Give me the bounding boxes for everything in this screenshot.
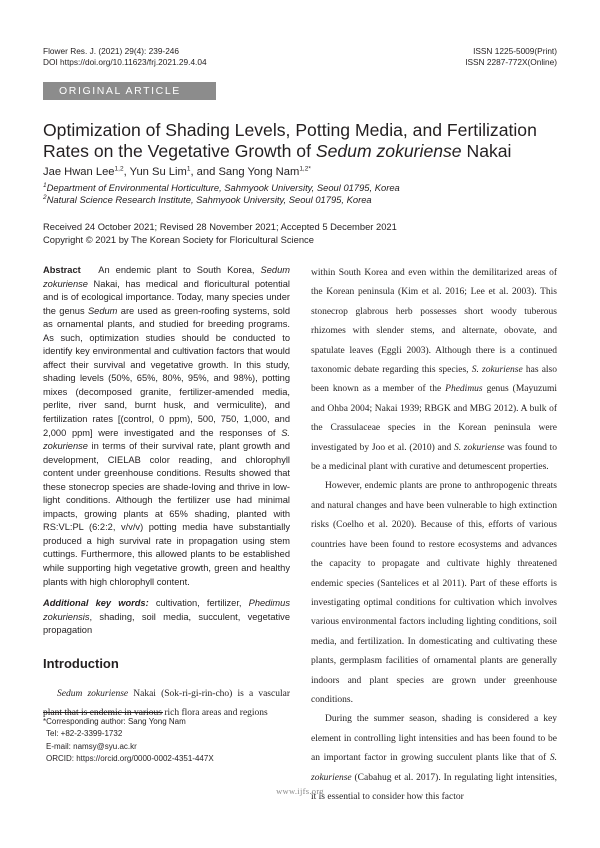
author-email[interactable]: E-mail: namsy@syu.ac.kr [46,741,137,751]
body-text: genus (Mayuzumi and Ohba 2004; Nakai 1939; RBGK and MBG 2012). A bulk of the Crassulaceae species in the Korean peninsula were investigated by Joo et al. (2010) and [311,384,557,453]
section-heading-introduction: Introduction [43,655,119,671]
title-line-1: Optimization of Shading Levels, Potting Media, and Fertilization [43,120,537,140]
author-1: Jae Hwan Lee [43,166,115,178]
author-1-affil: 1,2 [114,165,124,173]
corresponding-author: *Corresponding author: Sang Yong Nam [43,717,186,726]
body-text: was found to be a medicinal plant with curative and detumescent properties. [311,442,557,473]
abstract-label: Abstract [43,265,81,275]
journal-citation: Flower Res. J. (2021) 29(4): 239-246 [43,46,180,56]
author-separator: , [123,166,130,178]
keywords-species: Phedimus zokuriensis [43,598,290,622]
keywords-text: cultivation, fertilizer, [148,598,249,609]
affiliation-1 [43,182,400,194]
intro-species: Sedum zokuriense [57,688,129,699]
body-genus: Phedimus [445,384,483,395]
author-2-affil: 1 [186,165,191,173]
author-3: Sang Yong Nam [218,166,300,178]
author-3-affil: 1,2* [299,165,311,173]
abstract [43,264,290,589]
title-line-2-text: Rates on the Vegetative Growth of [43,141,316,161]
body-text: has also been known as a member of the [311,365,557,395]
abstract-species: S. zokuriense [43,427,290,452]
affiliations [43,182,400,206]
body-text: During the summer season, shading is considered a key element in controlling light intensities and has been found to be an important factor in growing succulent plants like that of [311,714,557,764]
body-species: S. zokuriense [471,365,523,376]
keywords-text: , shading, soil media, succulent, vegetative propagation [43,611,290,636]
left-column [43,264,290,724]
journal-website[interactable]: www.ijfs.org [276,786,324,796]
article-type-badge: ORIGINAL ARTICLE [43,82,216,100]
body-text: (Cabahug et al. 2017). In regulating light intensities, it is essential to consider how this factor [311,772,557,802]
abstract-genus: Sedum [87,305,118,316]
copyright: Copyright © 2021 by The Korean Society for Floricultural Science [43,234,314,245]
article-title [43,120,563,162]
author-orcid[interactable]: ORCID: https://orcid.org/0000-0002-4351-447X [46,754,214,764]
body-species: S. zokuriense [311,753,557,783]
abstract-species: Sedum zokuriense [43,265,290,289]
affiliation-2 [43,194,400,206]
corresponding-author-footnote [43,716,214,766]
title-species: Sedum zokuriense [315,141,462,161]
abstract-text: are used as green-roofing systems, sold as ornamental plants, and studied for breeding programs. As such, optimization studies should be conducted to identify key environmental and cultivation factors that would affect their survival and vegetative growth. In this study, shading levels (50%, 65%, 80%, 95%, and 98%), potting mixes (decomposed granite, fertilizer-amended media, perlite, river sand, burnt husk, and vermiculite), and fertilization rates [(control, 0 ppm), 500, 750, 1,000, and 2,000 ppm] were investigated and the responses of [43,305,290,438]
right-column [311,264,557,807]
affiliation-2-text: Natural Science Research Institute, Sahmyook University, Seoul 01795, Korea [46,194,372,205]
footnote-divider [43,712,163,713]
title-line-2 [43,141,563,162]
doi-link[interactable]: DOI https://doi.org/10.11623/frj.2021.29.4.04 [43,57,207,67]
affiliation-1-text: Department of Environmental Horticulture, Sahmyook University, Seoul 01795, Korea [46,182,400,193]
issn-header [465,46,557,68]
author-separator: , and [190,166,219,178]
history-dates: Received 24 October 2021; Revised 28 November 2021; Accepted 5 December 2021 [43,221,397,232]
body-paragraph-2: However, endemic plants are prone to anthropogenic threats and natural changes and have been vulnerable to high extinction risks (Coelho et al. 2020). Because of this, efforts of various countries have been found to restore ecosystems and advances the capacity to propagate and cultivate highly threatened endemic species (Santelices et al 2011). Part of these efforts is investigating optimal conditions for cultivation which involves various environmental factors including lighting conditions, soil media, and fertilization. In domesticating and cultivating these plants, germplasm facilities of ornamental plants are generally indoors and plant species are grown under greenhouse conditions. [311,481,557,705]
abstract-text: An endemic plant to South Korea, [98,265,261,275]
author-list [43,165,311,179]
abstract-text: in terms of their survival rate, plant growth and development, CIELAB color reading, and chlorophyll content under greenhouse conditions. Results showed that these stonecrop species are shade-loving and thrive in low-light conditions. Although the fertilizer use had minimal impacts, growing plants at 65% shading, planted with RS:VL:PL (6:2:2, v/v/v) potting media have substantially produced a high survival rate in propagation using stem cuttings. Furthermore, this allowed plants to be established while supporting high vegetative growth, green and healthy plants with high chlorophyll content. [43,441,290,587]
body-species: S. zokuriense [453,442,505,453]
affiliation-2-mark: 2 [43,193,47,201]
intro-text: Nakai (Sok-ri-gi-rin-cho) is a vascular plant that is endemic in various rich flora areas and regions [43,688,290,719]
journal-header [43,46,207,68]
title-line-2-end: Nakai [461,141,512,161]
affiliation-1-mark: 1 [43,181,47,189]
body-paragraph-1 [311,264,557,477]
author-phone: Tel: +82-2-3399-1732 [46,729,123,739]
abstract-text: Nakai, has medical and floricultural potential and is of ecological importance. Today, many species under the genus [43,278,290,316]
article-dates [43,220,397,246]
keywords [43,597,290,638]
issn-online: ISSN 2287-772X(Online) [465,57,557,67]
issn-print: ISSN 1225-5009(Print) [473,46,557,56]
body-text: within South Korea and even within the demilitarized areas of the Korean peninsula (Kim et al. 2016; Lee et al. 2003). This stonecrop glabrous herb possesses short woody tuberous rhizomes with slender stems, and alternate, obovate, and spatulate leaves (Eggli 2003). Although there is a continued taxonomic debate regarding this species, [311,268,557,376]
keywords-label: Additional key words: [43,598,149,609]
author-2: Yun Su Lim [129,166,187,178]
